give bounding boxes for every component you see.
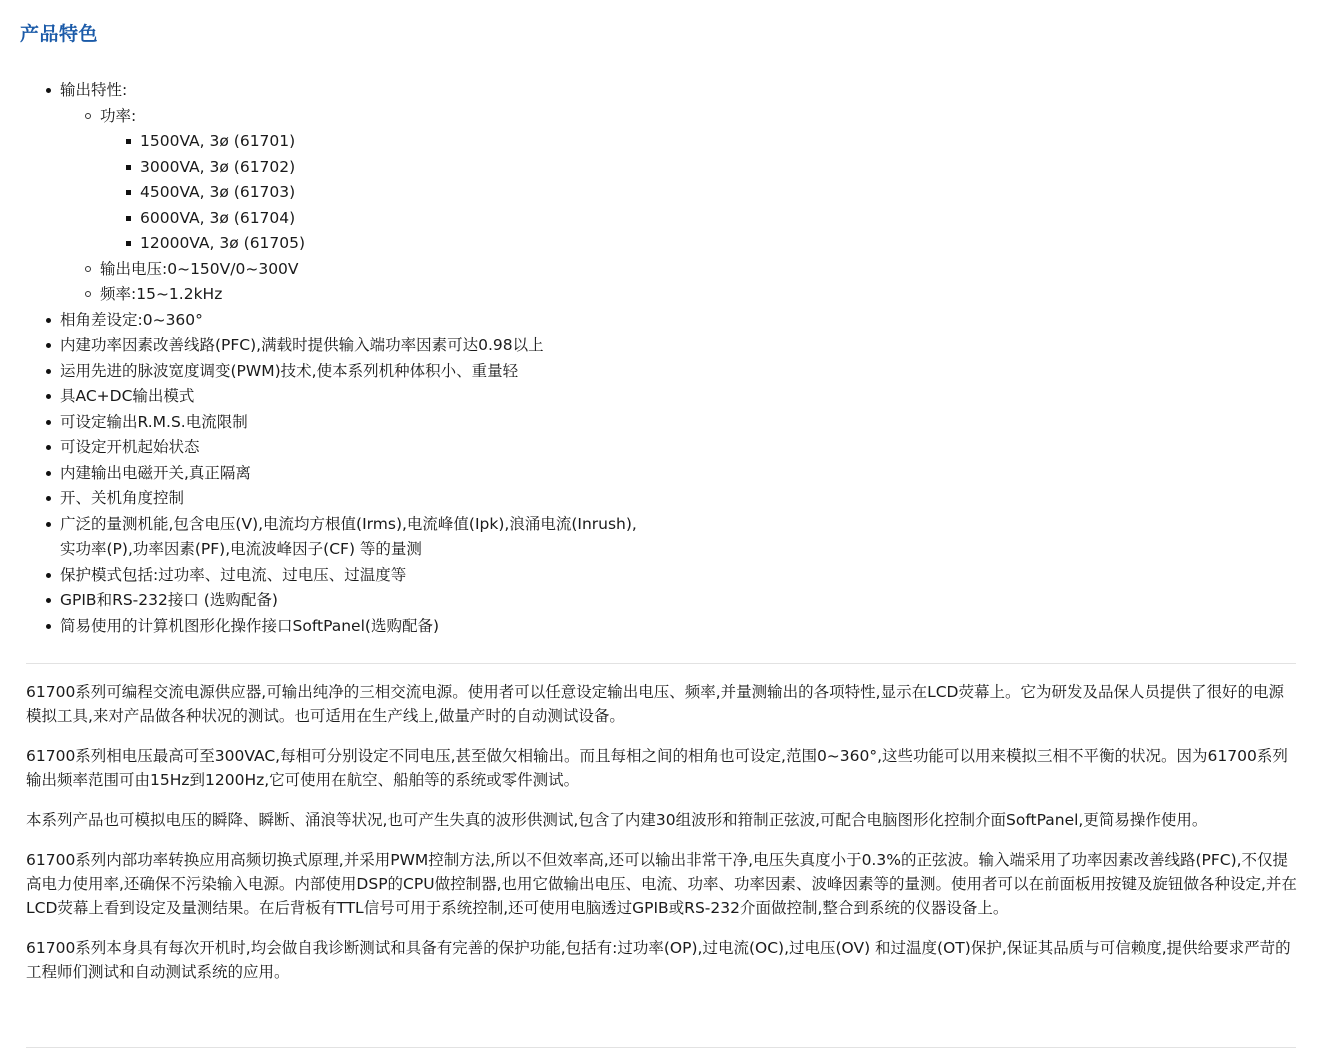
output-characteristics-list (84, 104, 644, 308)
feature-relay: 内建输出电磁开关,真正隔离 (60, 463, 251, 482)
feature-item (44, 359, 644, 385)
feature-rms-limit: 可设定输出R.M.S.电流限制 (60, 412, 248, 431)
feature-list (44, 78, 644, 639)
power-label: 功率: (100, 106, 137, 125)
feature-item (44, 512, 644, 563)
power-model-61701: 1500VA, 3ø (61701) (140, 132, 296, 150)
description-paragraph: 61700系列可编程交流电源供应器,可输出纯净的三相交流电源。使用者可以任意设定输出电压、频率,并量测输出的各项特性,显示在LCD荧幕上。它为研发及品保人员提供了很好的电源模拟工具,来对产品做各种状况的测试。也可适用在生产线上,做量产时的自动测试设备。 (26, 683, 1284, 725)
feature-phase-angle: 相角差设定:0~360° (60, 310, 203, 329)
description-paragraph: 本系列产品也可模拟电压的瞬降、瞬断、涌浪等状况,也可产生失真的波形供测试,包含了内建30组波形和箝制正弦波,可配合电脑图形化控制介面SoftPanel,更简易操作使用。 (26, 811, 1208, 829)
feature-item (44, 308, 644, 334)
power-model-61702: 3000VA, 3ø (61702) (140, 157, 296, 176)
description-paragraph: 61700系列本身具有每次开机时,均会做自我诊断测试和具备有完善的保护功能,包括有:过功率(OP),过电流(OC),过电压(OV) 和过温度(OT)保护,保证其品质与可信赖度,提供给要求严苛的工程师们测试和自动测试系统的应用。 (26, 939, 1291, 981)
feature-item (44, 563, 644, 589)
feature-subitem (84, 104, 644, 257)
description-paragraph: 61700系列相电压最高可至300VAC,每相可分别设定不同电压,甚至做欠相输出。而且每相之间的相角也可设定,范围0~360°,这些功能可以用来模拟三相不平衡的状况。因为61700系列输出频率范围可由15Hz到1200Hz,它可使用在航空、船舶等的系统或零件测试。 (26, 747, 1288, 789)
power-model-61703: 4500VA, 3ø (61703) (140, 183, 296, 201)
feature-item (44, 78, 644, 308)
feature-interface: GPIB和RS-232接口 (选购配备) (60, 591, 278, 609)
feature-item (44, 614, 644, 640)
product-description (26, 680, 1298, 1000)
feature-measurement: 广泛的量测机能,包含电压(V),电流均方根值(Irms),电流峰值(Ipk),浪涌电流(Inrush),实功率(P),功率因素(PF),电流波峰因子(CF) 等的量测 (60, 514, 637, 558)
feature-power-on-state: 可设定开机起始状态 (60, 438, 200, 456)
feature-pfc: 内建功率因素改善线路(PFC),满载时提供输入端功率因素可达0.98以上 (60, 336, 544, 354)
feature-angle-control: 开、关机角度控制 (60, 489, 185, 507)
feature-softpanel: 简易使用的计算机图形化操作接口SoftPanel(选购配备) (60, 616, 439, 635)
output-voltage: 输出电压:0~150V/0~300V (100, 259, 299, 278)
feature-item (44, 410, 644, 436)
power-model-item (124, 180, 644, 206)
feature-output-characteristics: 输出特性: (60, 81, 128, 99)
power-model-item (124, 231, 644, 257)
power-model-61705: 12000VA, 3ø (61705) (140, 234, 306, 252)
power-model-item (124, 129, 644, 155)
power-model-item (124, 206, 644, 232)
feature-item (44, 435, 644, 461)
feature-subitem (84, 257, 644, 283)
feature-item (44, 588, 644, 614)
frequency: 频率:15~1.2kHz (100, 285, 223, 303)
feature-item (44, 461, 644, 487)
feature-item (44, 486, 644, 512)
feature-ac-dc: 具AC+DC输出模式 (60, 387, 195, 405)
feature-protection: 保护模式包括:过功率、过电流、过电压、过温度等 (60, 565, 407, 584)
power-model-61704: 6000VA, 3ø (61704) (140, 208, 296, 227)
feature-pwm: 运用先进的脉波宽度调变(PWM)技术,使本系列机种体积小、重量轻 (60, 361, 519, 380)
description-paragraph: 61700系列内部功率转换应用高频切换式原理,并采用PWM控制方法,所以不但效率高,还可以输出非常干净,电压失真度小于0.3%的正弦波。输入端采用了功率因素改善线路(PFC),不仅提高电力使用率,还确保不污染输入电源。内部使用DSP的CPU做控制器,也用它做输出电压、电流、功率、功率因素、波峰因素等的量测。使用者可以在前面板用按键及旋钮做各种设定,并在LCD荧幕上看到设定及量测结果。在后背板有TTL信号可用于系统控制,还可使用电脑透过GPIB或RS-232介面做控制,整合到系统的仪器设备上。 (26, 851, 1297, 917)
power-models-list (124, 129, 644, 257)
feature-item (44, 384, 644, 410)
section-title: 产品特色 (20, 23, 99, 45)
feature-subitem (84, 282, 644, 308)
power-model-item (124, 155, 644, 181)
divider (26, 663, 1296, 664)
divider (26, 1047, 1296, 1048)
feature-item (44, 333, 644, 359)
